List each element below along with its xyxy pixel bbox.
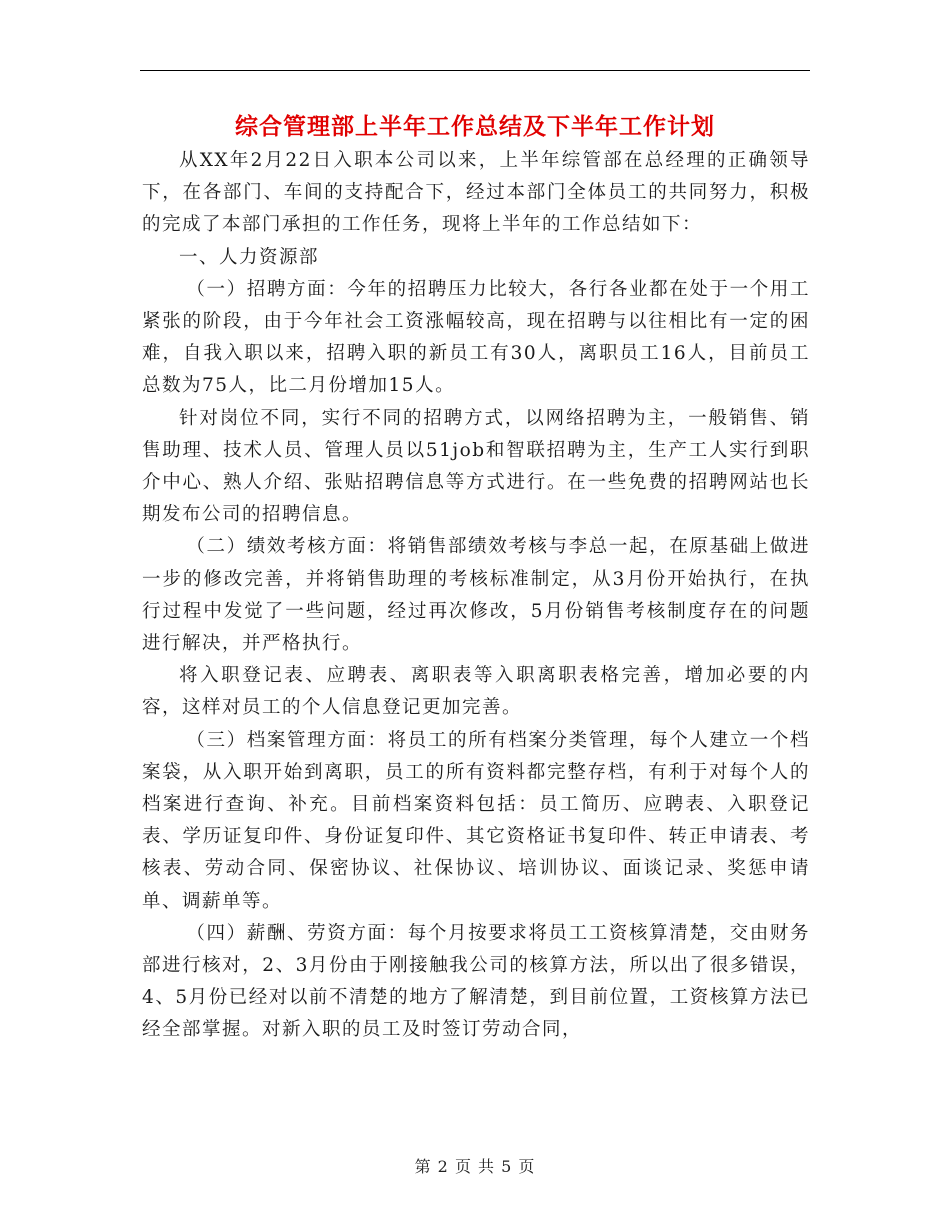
paragraph-forms: 将入职登记表、应聘表、离职表等入职离职表格完善，增加必要的内容，这样对员工的个人信息登记更加完善。 [142,665,810,719]
paragraph-intro: 从XX年2月22日入职本公司以来，上半年综管部在总经理的正确领导下，在各部门、车间的支持配合下，经过本部门全体员工的共同努力，积极的完成了本部门承担的工作任务，现将上半年的工作总结如下： [142,150,810,236]
document-body [142,145,810,1047]
document-title: 综合管理部上半年工作总结及下半年工作计划 [235,113,715,140]
paragraph-payroll: （四）薪酬、劳资方面：每个月按要求将员工工资核算清楚，交由财务部进行核对，2、3月份由于刚接触我公司的核算方法，所以出了很多错误，4、5月份已经对以前不清楚的地方了解清楚，到目前位置，工资核算方法已经全部掌握。对新入职的员工及时签订劳动合同， [142,922,810,1041]
paragraph-recruitment-methods: 针对岗位不同，实行不同的招聘方式，以网络招聘为主，一般销售、销售助理、技术人员、管理人员以51job和智联招聘为主，生产工人实行到职介中心、熟人介绍、张贴招聘信息等方式进行。在一些免费的招聘网站也长期发布公司的招聘信息。 [142,407,810,526]
paragraph-performance: （二）绩效考核方面：将销售部绩效考核与李总一起，在原基础上做进一步的修改完善，并将销售助理的考核标准制定，从3月份开始执行，在执行过程中发觉了一些问题，经过再次修改，5月份销售考核制度存在的问题进行解决，并严格执行。 [142,536,810,655]
header-rule [140,70,810,71]
paragraph-recruitment: （一）招聘方面：今年的招聘压力比较大，各行各业都在处于一个用工紧张的阶段，由于今年社会工资涨幅较高，现在招聘与以往相比有一定的困难，自我入职以来，招聘入职的新员工有30人，离职员工16人，目前员工总数为75人，比二月份增加15人。 [142,278,810,397]
paragraph-archives: （三）档案管理方面：将员工的所有档案分类管理，每个人建立一个档案袋，从入职开始到离职，员工的所有资料都完整存档，有利于对每个人的档案进行查询、补充。目前档案资料包括：员工简历、应聘表、入职登记表、学历证复印件、身份证复印件、其它资格证书复印件、转正申请表、考核表、劳动合同、保密协议、社保协议、培训协议、面谈记录、奖惩申请单、调薪单等。 [142,729,810,912]
page-footer: 第 2 页 共 5 页 [414,1157,536,1176]
section-heading-hr: 一、人力资源部 [179,246,320,268]
